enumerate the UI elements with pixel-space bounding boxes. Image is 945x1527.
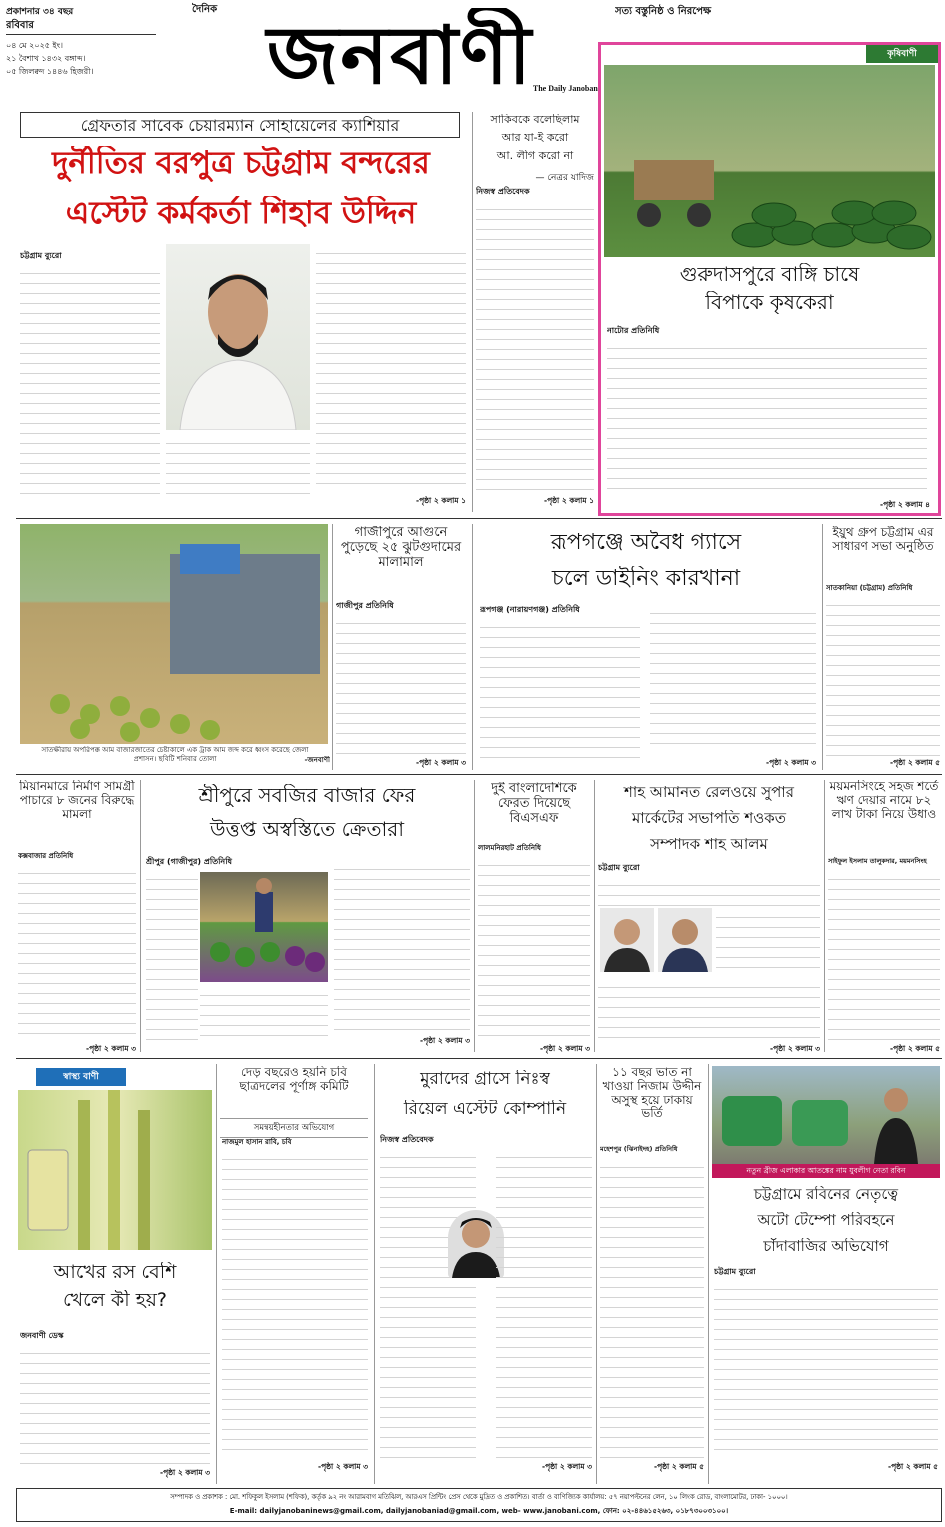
murad-byline: নিজস্ব প্রতিবেদক — [380, 1135, 434, 1144]
nizam-byline: মহেশপুর (ঝিনাইদহ) প্রতিনিধি — [600, 1145, 678, 1153]
quote-line-2: আর যা-ই করো — [501, 132, 569, 144]
sreepur-continued: -পৃষ্ঠা ২ কলাম ৩ — [419, 1036, 470, 1045]
murad-continued: -পৃষ্ঠা ২ কলাম ৩ — [541, 1462, 592, 1471]
myanmar-byline: কক্সবাজার প্রতিনিধি — [18, 852, 74, 860]
rupganj-headline-1: রূপগঞ্জে অবৈধ গ্যাসে — [550, 530, 742, 555]
mango-caption-credit: -জনবাণী — [304, 756, 330, 764]
mango-photo-caption: সাতক্ষীরায় অপরিপক্ক আম বাজারজাতের চেষ্টাকালে এক ট্রাক আম জব্দ করে ধ্বংস করেছে জেলা প্রশাসন। ছবিটি শনিবার তোলা — [41, 746, 309, 763]
cu-body — [222, 1150, 368, 1458]
health-headline-2: খেলে কী হয়? — [62, 1290, 168, 1311]
railway-headline-2: মার্কেটের সভাপতি শওকত — [631, 810, 786, 827]
vegetable-market-photo — [200, 872, 328, 982]
railway-byline: চট্টগ্রাম ব্যুরো — [598, 863, 640, 872]
lead-kicker: গ্রেফতার সাবেক চেয়ারম্যান সোহায়েলের ক্যাশিয়ার — [20, 112, 460, 138]
lead-body-col2 — [166, 434, 310, 504]
gazipur-byline: গাজীপুর প্রতিনিধি — [336, 601, 394, 610]
myanmar-headline: মিয়ানমারে নির্মাণ সামগ্রী পাচারে ৮ জনের বিরুদ্ধে মামলা — [19, 780, 135, 821]
krishi-headline-1: গুরুদাসপুরে বাঙ্গি চাষে — [679, 263, 860, 286]
portrait-secretary-photo — [658, 908, 712, 972]
section-tag: কৃষিবাণী — [866, 45, 938, 63]
lead-headline-2: এস্টেট কর্মকর্তা শিহাব উদ্দিন — [65, 196, 417, 231]
english-name: The Daily Janobani — [532, 84, 600, 93]
railway-body-2 — [716, 908, 820, 972]
cu-subhead: সমন্বয়হীনতার অভিযোগ — [220, 1118, 368, 1138]
tempo-headline-2: অটো টেম্পো পরিবহনে — [757, 1212, 895, 1229]
nizam-headline: ১১ বছর ভাত না খাওয়া নিজাম উদ্দীন অসুস্থ হয়ে ঢাকায় ভর্তি — [602, 1066, 702, 1121]
rupganj-body-1 — [480, 618, 640, 758]
health-continued: -পৃষ্ঠা ২ কলাম ৩ — [159, 1468, 210, 1477]
murad-headline-1: মুরাদের গ্রাসে নিঃস্ব — [420, 1070, 550, 1089]
sreepur-headline-2: উত্তপ্ত অস্বস্তিতে ক্রেতারা — [209, 818, 405, 841]
date-bangla: ২১ বৈশাখ ১৪৩২ বঙ্গাব্দ। — [6, 54, 86, 63]
lead-portrait-photo — [166, 244, 310, 430]
date-english: ০৪ মে ২০২৫ ইং। — [6, 41, 63, 50]
mymensingh-body — [828, 870, 940, 1040]
publication-year: প্রকাশনার ৩৪ বছর — [6, 7, 74, 17]
lead-continued: -পৃষ্ঠা ২ কলাম ১ — [415, 496, 466, 505]
tempo-continued: -পৃষ্ঠা ২ কলাম ৫ — [887, 1462, 938, 1471]
sreepur-body-2 — [200, 986, 328, 1046]
rupganj-byline: রূপগঞ্জ (নারায়ণগঞ্জ) প্রতিনিধি — [480, 605, 580, 614]
myanmar-continued: -পৃষ্ঠা ২ কলাম ৩ — [85, 1044, 136, 1053]
imprint-footer — [16, 1488, 942, 1522]
quote-line-1: সাকিবকে বলেছিলাম — [490, 114, 580, 126]
youth-continued: -পৃষ্ঠা ২ কলাম ৫ — [889, 758, 940, 767]
health-body — [20, 1344, 210, 1464]
quote-box — [476, 112, 594, 512]
sreepur-body-1 — [146, 870, 198, 1046]
lead-body-col3 — [316, 244, 466, 494]
bsf-continued: -পৃষ্ঠা ২ কলাম ৩ — [539, 1044, 590, 1053]
portrait-president-photo — [600, 908, 654, 972]
imprint-line-1: সম্পাদক ও প্রকাশক : মো. শফিকুল ইসলাম (শফিক), কর্তৃক ৯২ নং আরামবাগ মতিঝিল, আরএস প্রিন্টিং প্রেস থেকে মুদ্রিত ও প্রকাশিত। বার্তা ও বাণিজ্যিক কার্যালয়: ৫৭ নয়াপল্টনের লেন, ১০ লিংক রোড, বাংলামোটর, ঢাকা- ১০০০। — [170, 1493, 788, 1501]
krishi-section — [598, 42, 941, 516]
murad-body-1 — [380, 1148, 476, 1458]
cu-headline: দেড় বছরেও হয়নি চবি ছাত্রদলের পূর্ণাঙ্গ কমিটি — [239, 1066, 349, 1093]
gazipur-headline: গাজীপুরে আগুনে পুড়েছে ২৫ ঝুটগুদামের মালামাল — [340, 526, 462, 570]
tempo-byline: চট্টগ্রাম ব্যুরো — [714, 1267, 756, 1276]
tempo-photo-caption: নতুন ব্রীজ এলাকার আতঙ্কের নাম যুবলীগ নেতা রবিন — [712, 1164, 940, 1178]
murad-body-2 — [496, 1148, 592, 1458]
murad-headline-2: রিয়েল এস্টেট কোম্পানি — [403, 1100, 567, 1119]
krishi-continued: -পৃষ্ঠা ২ কলাম ৪ — [879, 500, 930, 509]
health-byline: জনবাণী ডেস্ক — [20, 1331, 64, 1340]
railway-headline-1: শাহ আমানত রেলওয়ে সুপার — [624, 784, 794, 801]
railway-headline-3: সম্পাদক শাহ আলম — [650, 836, 768, 853]
quote-body — [476, 200, 594, 490]
nizam-continued: -পৃষ্ঠা ২ কলাম ৫ — [653, 1462, 704, 1471]
daily-label: দৈনিক — [192, 4, 218, 15]
sreepur-headline-1: শ্রীপুরে সবজির বাজার ফের — [198, 784, 416, 807]
bsf-byline: লালমনিরহাট প্রতিনিধি — [478, 844, 541, 852]
youth-headline: ইয়ুথ গ্রুপ চট্টগ্রাম এর সাধারণ সভা অনুষ্ঠিত — [832, 526, 934, 553]
quote-line-3: আ. লীগ করো না — [496, 150, 574, 162]
gazipur-body — [336, 614, 466, 754]
railway-body-3 — [598, 978, 820, 1038]
health-headline-1: আখের রস বেশি — [53, 1262, 177, 1283]
quote-author: — নেত্রর যাদিজ — [535, 173, 594, 183]
weekday: রবিবার — [6, 20, 34, 31]
health-section — [18, 1064, 212, 1484]
bsf-headline: দুই বাংলাদেশিকে ফেরত দিয়েছে বিএসএফ — [491, 782, 577, 826]
watermelon-field-photo — [604, 65, 935, 257]
lead-byline: চট্টগ্রাম ব্যুরো — [20, 251, 62, 260]
tempo-headline-1: চট্টগ্রামে রবিনের নেতৃত্বে — [753, 1186, 899, 1203]
lead-body-col1 — [20, 264, 160, 502]
quote-continued: -পৃষ্ঠা ২ কলাম ১ — [543, 496, 594, 505]
railway-continued: -পৃষ্ঠা ২ কলাম ৩ — [769, 1044, 820, 1053]
krishi-body — [607, 339, 927, 497]
rupganj-headline-2: চলে ডাইনিং কারখানা — [551, 566, 741, 591]
gazipur-continued: -পৃষ্ঠা ২ কলাম ৩ — [415, 758, 466, 767]
rupganj-body-2 — [650, 604, 816, 744]
mymensingh-byline: সাইফুল ইসলাম তালুকদার, ময়মনসিংহ — [828, 857, 927, 865]
rupganj-continued: -পৃষ্ঠা ২ কলাম ৩ — [765, 758, 816, 767]
sreepur-byline: শ্রীপুর (গাজীপুর) প্রতিনিধি — [146, 857, 232, 866]
sreepur-body-3 — [334, 860, 470, 1030]
youth-body — [826, 596, 940, 756]
krishi-byline: নাটোর প্রতিনিধি — [607, 326, 660, 335]
mymensingh-continued: -পৃষ্ঠা ২ কলাম ৫ — [889, 1044, 940, 1053]
health-tag: স্বাস্থ্য বাণী — [36, 1068, 126, 1086]
mango-truck-photo — [20, 524, 328, 744]
myanmar-body — [18, 864, 136, 1040]
quote-byline: নিজস্ব প্রতিবেদক — [476, 187, 530, 196]
krishi-headline-2: বিপাকে কৃষকেরা — [705, 291, 834, 314]
slogan: সত্য বস্তুনিষ্ঠ ও নিরপেক্ষ — [615, 6, 712, 17]
nizam-body — [600, 1158, 704, 1458]
bsf-body — [478, 856, 590, 1040]
date-hijri: ০৫ জিলক্বদ ১৪৪৬ হিজরী। — [6, 67, 94, 76]
sugarcane-juice-photo — [18, 1090, 212, 1250]
tempo-body — [714, 1280, 938, 1458]
tempo-photo — [712, 1066, 940, 1164]
cu-continued: -পৃষ্ঠা ২ কলাম ৩ — [317, 1462, 368, 1471]
tempo-headline-3: চাঁদাবাজির অভিযোগ — [763, 1238, 889, 1255]
mymensingh-headline: ময়মনসিংহে সহজ শর্তে ঋণ দেয়ার নামে ৮২ লাখ টাকা নিয়ে উধাও — [829, 780, 939, 821]
newspaper-logo: জনবাণী — [266, 9, 534, 102]
youth-byline: সাতকানিয়া (চট্টগ্রাম) প্রতিনিধি — [826, 584, 913, 592]
lead-headline-1: দুর্নীতির বরপুত্র চট্টগ্রাম বন্দরের — [52, 146, 430, 181]
imprint-line-2: E-mail: dailyjanobaninews@gmail.com, dailyjanobaniad@gmail.com, web- www.janobani.com, ফোন: ০২-৪৪৬১৫২৬৩, ০১৮৭৩০০৩১০০। — [229, 1507, 729, 1515]
cu-byline: নাজমুল হাসান রাবি, চবি — [222, 1138, 292, 1146]
railway-body-1 — [598, 876, 820, 906]
